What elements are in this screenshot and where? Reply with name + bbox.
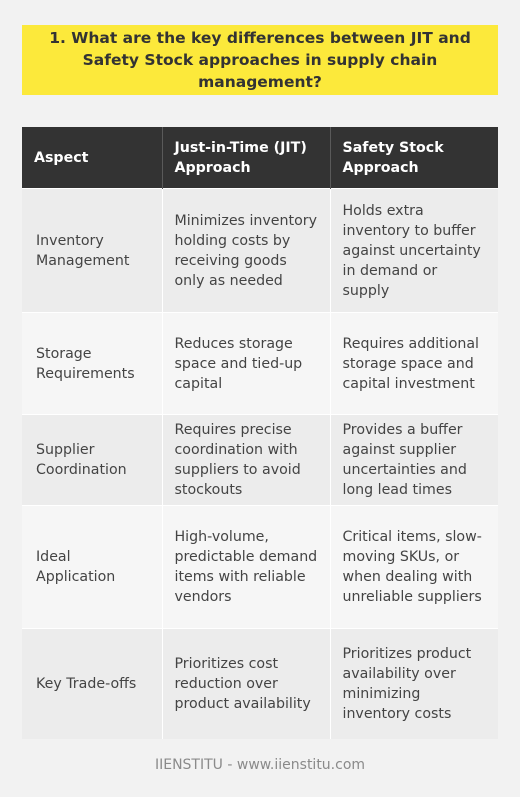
safety-stock-cell: Provides a buffer against supplier uncertainties and long lead times: [330, 415, 498, 506]
question-title: 1. What are the key differences between JIT and Safety Stock approaches in supply chain management?: [22, 25, 498, 95]
table-row: [22, 189, 498, 313]
safety-stock-cell: Prioritizes product availability over minimizing inventory costs: [330, 629, 498, 739]
table-row: [22, 629, 498, 739]
jit-cell: Requires precise coordination with suppliers to avoid stockouts: [162, 415, 330, 506]
table-row: [22, 506, 498, 629]
header-aspect: Aspect: [22, 127, 162, 189]
header-jit: Just-in-Time (JIT) Approach: [162, 127, 330, 189]
jit-cell: Minimizes inventory holding costs by receiving goods only as needed: [162, 189, 330, 313]
jit-cell: Reduces storage space and tied-up capital: [162, 313, 330, 415]
table-row: [22, 313, 498, 415]
table-header-row: [22, 127, 498, 189]
footer-credit: IIENSTITU - www.iienstitu.com: [154, 757, 366, 773]
safety-stock-cell: Critical items, slow-moving SKUs, or when dealing with unreliable suppliers: [330, 506, 498, 629]
safety-stock-cell: Requires additional storage space and capital investment: [330, 313, 498, 415]
aspect-cell: Ideal Application: [22, 506, 162, 629]
aspect-cell: Key Trade-offs: [22, 629, 162, 739]
jit-cell: Prioritizes cost reduction over product availability: [162, 629, 330, 739]
aspect-cell: Inventory Management: [22, 189, 162, 313]
aspect-cell: Storage Requirements: [22, 313, 162, 415]
jit-cell: High-volume, predictable demand items with reliable vendors: [162, 506, 330, 629]
table-row: [22, 415, 498, 506]
comparison-table: [22, 127, 498, 739]
header-safety-stock: Safety Stock Approach: [330, 127, 498, 189]
aspect-cell: Supplier Coordination: [22, 415, 162, 506]
safety-stock-cell: Holds extra inventory to buffer against uncertainty in demand or supply: [330, 189, 498, 313]
